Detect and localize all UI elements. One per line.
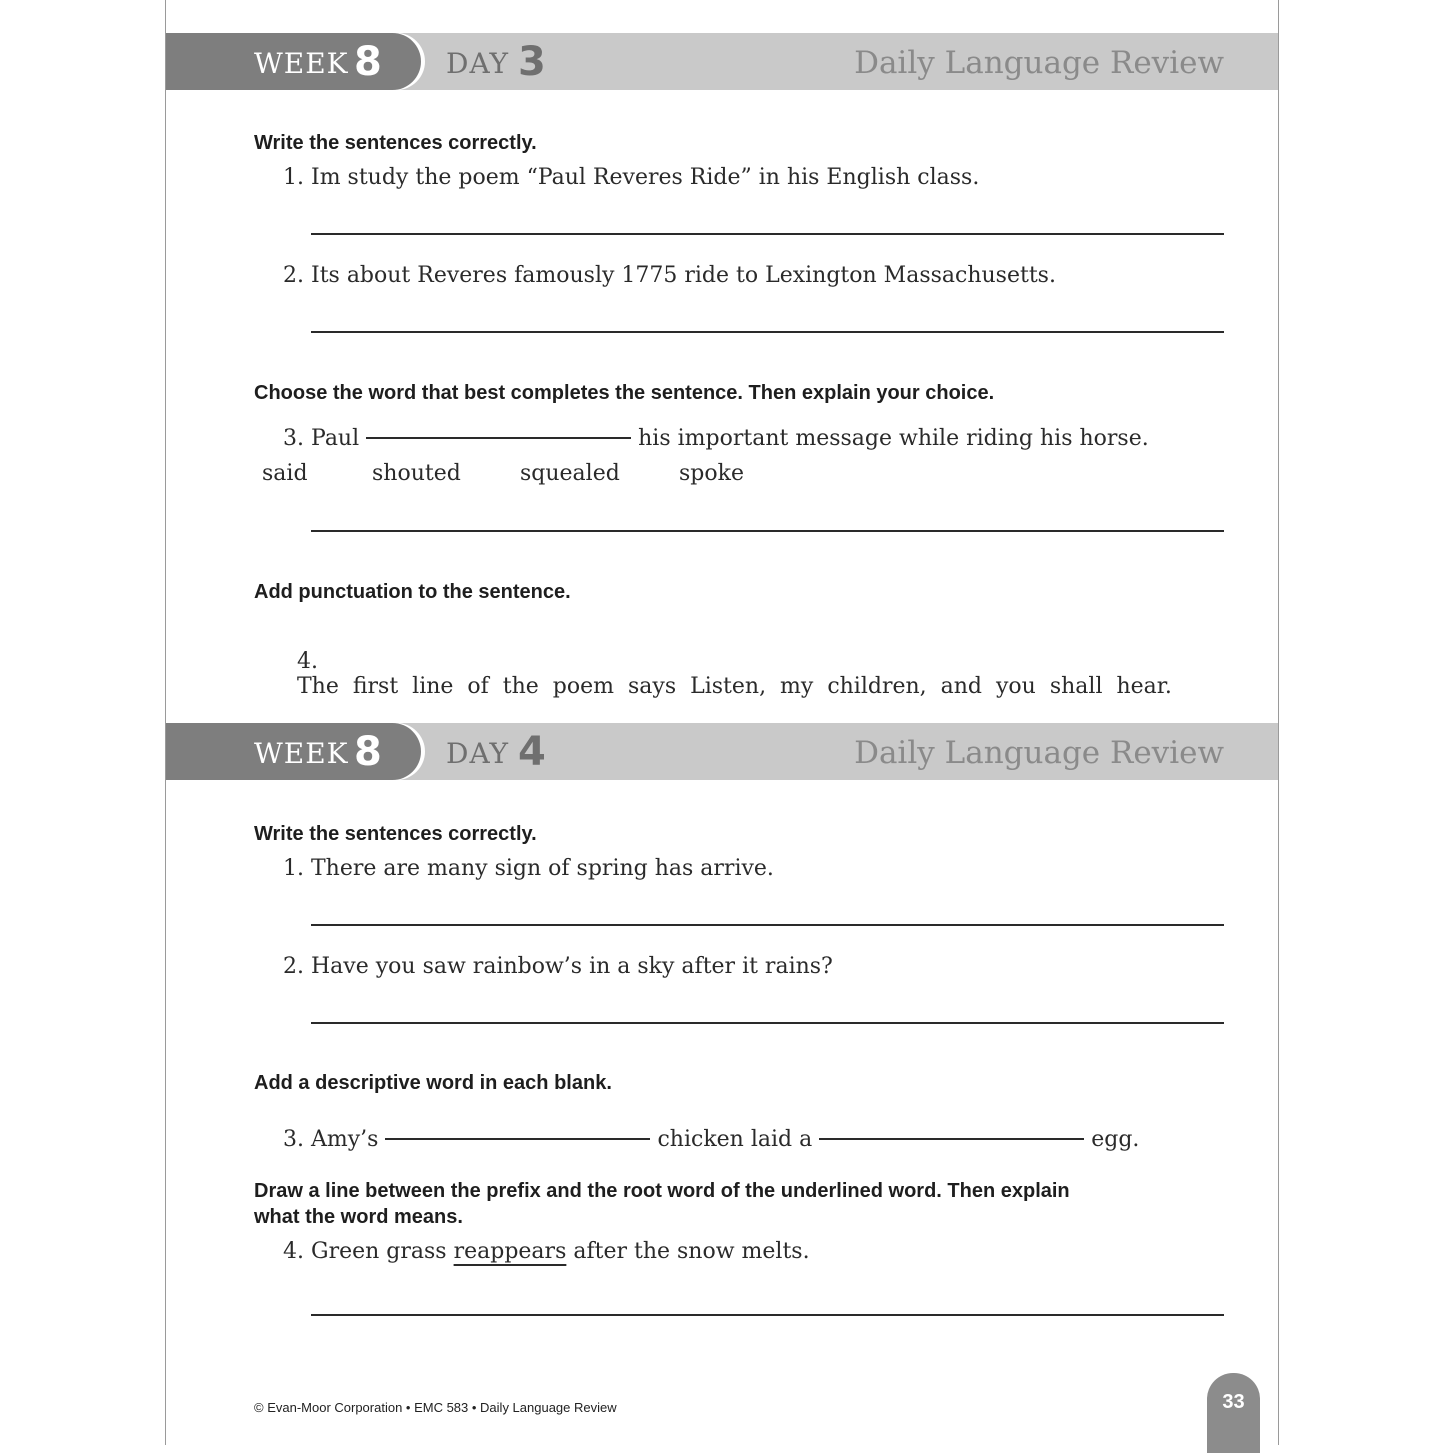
item-2	[283, 954, 833, 979]
item-text-after: his important message while riding his horse.	[638, 426, 1149, 451]
instruction-add-punctuation: Add punctuation to the sentence.	[254, 581, 571, 603]
item-text: Im study the poem “Paul Reveres Ride” in his English class.	[311, 165, 980, 190]
day-number: 3	[518, 39, 546, 85]
week-number: 8	[354, 729, 382, 775]
fill-in-blank[interactable]	[366, 437, 631, 439]
item-1	[283, 856, 774, 881]
instruction-choose-word: Choose the word that best completes the sentence. Then explain your choice.	[254, 382, 995, 404]
item-number: 3.	[283, 426, 304, 451]
item-text-before: Paul	[311, 426, 360, 451]
item-text-after: egg.	[1091, 1127, 1140, 1152]
fill-in-blank[interactable]	[385, 1138, 650, 1140]
underlined-word: reappears	[453, 1239, 567, 1264]
page-border-right	[1278, 0, 1279, 1445]
week8-day4-banner	[166, 723, 1278, 780]
footer-copyright: © Evan-Moor Corporation • EMC 583 • Daily Language Review	[254, 1400, 617, 1415]
instruction-write-correctly: Write the sentences correctly.	[254, 132, 537, 154]
answer-line[interactable]	[311, 924, 1224, 926]
item-text: The first line of the poem says Listen, my children, and you shall hear.	[297, 674, 1172, 699]
page-number-tab	[1207, 1373, 1260, 1453]
item-3	[283, 426, 1149, 451]
item-number: 1.	[283, 856, 304, 881]
item-text: Its about Reveres famously 1775 ride to Lexington Massachusetts.	[311, 263, 1056, 288]
item-2	[283, 263, 1056, 288]
choice-word: spoke	[679, 461, 744, 486]
choice-word: said	[262, 461, 308, 486]
item-text-after: after the snow melts.	[573, 1239, 810, 1264]
item-number: 4.	[297, 649, 318, 674]
item-3	[283, 1127, 1139, 1152]
item-4	[283, 624, 1172, 699]
item-4	[283, 1239, 810, 1264]
item-1	[283, 165, 979, 190]
instruction-write-correctly: Write the sentences correctly.	[254, 823, 537, 845]
banner-title: Daily Language Review	[854, 735, 1224, 771]
item-text-before: Amy’s	[311, 1127, 379, 1152]
week-label: WEEK	[254, 47, 349, 80]
day-number: 4	[518, 729, 546, 775]
item-text-middle: chicken laid a	[657, 1127, 813, 1152]
item-text: Have you saw rainbow’s in a sky after it rains?	[311, 954, 833, 979]
choice-word: squealed	[520, 461, 620, 486]
instruction-prefix-root	[254, 1178, 1070, 1230]
answer-line[interactable]	[311, 1314, 1224, 1316]
week-number: 8	[354, 39, 382, 85]
instruction-line: Draw a line between the prefix and the root word of the underlined word. Then explain	[254, 1180, 1070, 1202]
day-label: DAY	[446, 47, 510, 80]
page-number: 33	[1222, 1391, 1245, 1413]
item-text: There are many sign of spring has arrive.	[311, 856, 774, 881]
item-text-before: Green grass	[311, 1239, 447, 1264]
week8-day3-banner	[166, 33, 1278, 90]
answer-line[interactable]	[311, 530, 1224, 532]
item-number: 2.	[283, 263, 304, 288]
instruction-line: what the word means.	[254, 1206, 463, 1228]
item-number: 2.	[283, 954, 304, 979]
answer-line[interactable]	[311, 331, 1224, 333]
answer-line[interactable]	[311, 1022, 1224, 1024]
fill-in-blank[interactable]	[819, 1138, 1084, 1140]
item-number: 3.	[283, 1127, 304, 1152]
day-label: DAY	[446, 737, 510, 770]
instruction-descriptive-word: Add a descriptive word in each blank.	[254, 1072, 612, 1094]
banner-title: Daily Language Review	[854, 45, 1224, 81]
choice-word: shouted	[372, 461, 461, 486]
item-number: 4.	[283, 1239, 304, 1264]
answer-line[interactable]	[311, 233, 1224, 235]
week-label: WEEK	[254, 737, 349, 770]
item-number: 1.	[283, 165, 304, 190]
